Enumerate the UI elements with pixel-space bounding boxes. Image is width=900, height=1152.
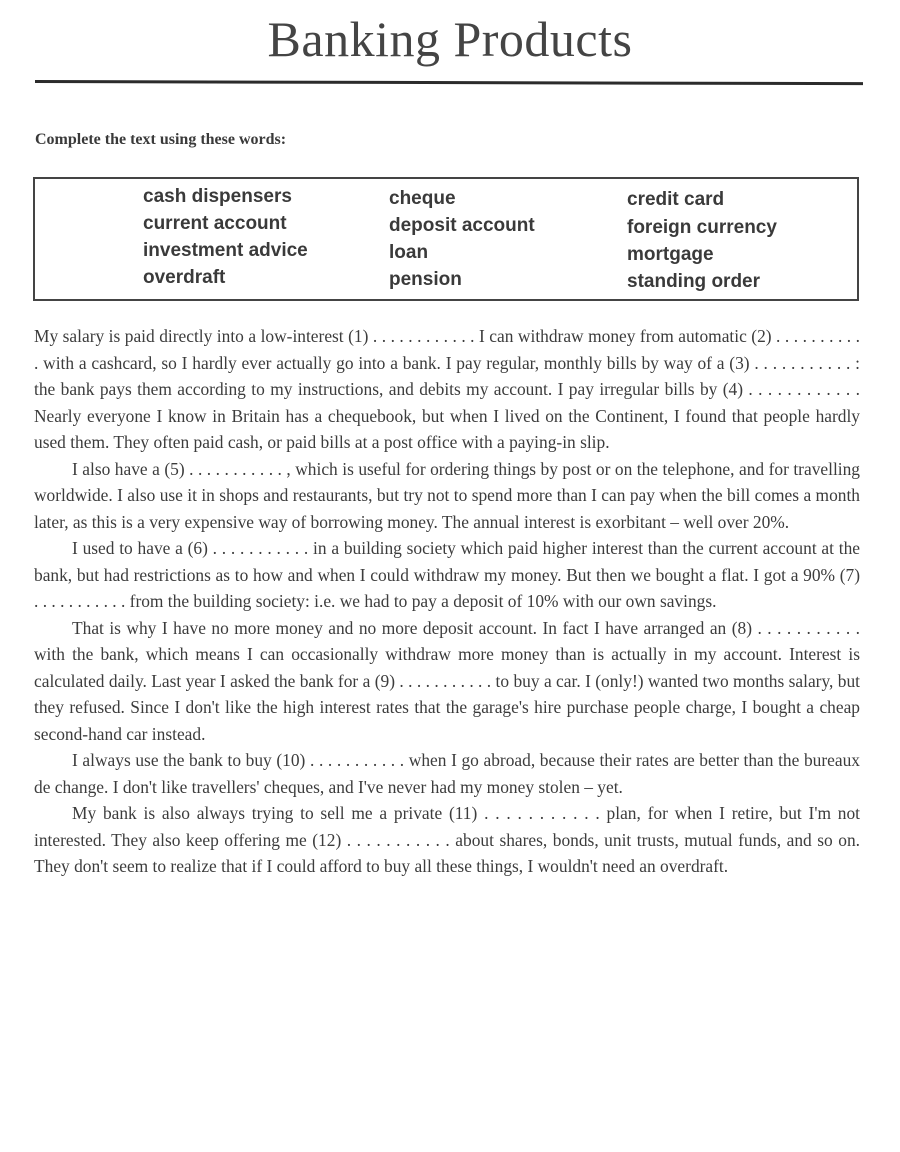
exercise-text [34,323,860,880]
word-option: mortgage [627,244,714,265]
paragraph-2: I also have a (5) . . . . . . . . . . . , which is useful for ordering things by post or on the telephone, and for travelling worldwide. I also use it in shops and restaurants, but try not to spend more than I can pay when the bill comes a month later, as this is a very expensive way of borrowing money. The annual interest is exorbitant – well over 20%. [34,458,860,532]
page-title: Banking Products [267,11,633,67]
word-option: overdraft [143,267,226,288]
word-option: loan [389,242,429,263]
word-option: cheque [389,188,456,209]
word-option: investment advice [143,240,308,261]
word-option: pension [389,269,462,290]
word-option: foreign currency [627,217,777,238]
paragraph-1: My salary is paid directly into a low-interest (1) . . . . . . . . . . . . I can withdraw money from automatic (2) . . . . . . . . . . . with a cashcard, so I hardly ever actually go into a bank. I pay regular, monthly bills by way of a (3) . . . . . . . . . . . : the bank pays them according to my instructions, and debits my account. I pay irregular bills by (4) . . . . . . . . . . . . Nearly everyone I know in Britain has a chequebook, but when I lived on the Continent, I found that people hardly used them. They often paid cash, or paid bills at a post office with a paying-in slip. [34,326,860,452]
instruction-text: Complete the text using these words: [35,131,287,148]
paragraph-5: I always use the bank to buy (10) . . . . . . . . . . . when I go abroad, because their rates are better than the bureaux de change. I don't like travellers' cheques, and I've never had my money stolen – yet. [34,750,860,797]
title-divider [35,80,863,85]
word-option: deposit account [389,215,535,236]
paragraph-6: My bank is also always trying to sell me a private (11) . . . . . . . . . . . plan, for when I retire, but I'm not interested. They also keep offering me (12) . . . . . . . . . . . about shares, bonds, unit trusts, mutual funds, and so on. They don't seem to realize that if I could afford to buy all these things, I wouldn't need an overdraft. [34,803,860,876]
word-option: credit card [627,189,725,210]
word-option: cash dispensers [143,186,292,207]
paragraph-4: That is why I have no more money and no more deposit account. In fact I have arranged an (8) . . . . . . . . . . . with the bank, which means I can occasionally withdraw more money than is actually in my account. Interest is calculated daily. Last year I asked the bank for a (9) . . . . . . . . . . . to buy a car. I (only!) wanted two months salary, but they refused. Since I don't like the high interest rates that the garage's hire purchase people charge, I bought a cheap second-hand car instead. [34,617,860,744]
word-box [33,177,859,301]
word-option: standing order [627,271,761,292]
word-option: current account [143,213,287,234]
paragraph-3: I used to have a (6) . . . . . . . . . . . in a building society which paid higher interest than the current account at the bank, but had restrictions as to how and when I could withdraw my money. But then we bought a flat. I got a 90% (7) . . . . . . . . . . . from the building society: i.e. we had to pay a deposit of 10% with our own savings. [34,538,860,611]
